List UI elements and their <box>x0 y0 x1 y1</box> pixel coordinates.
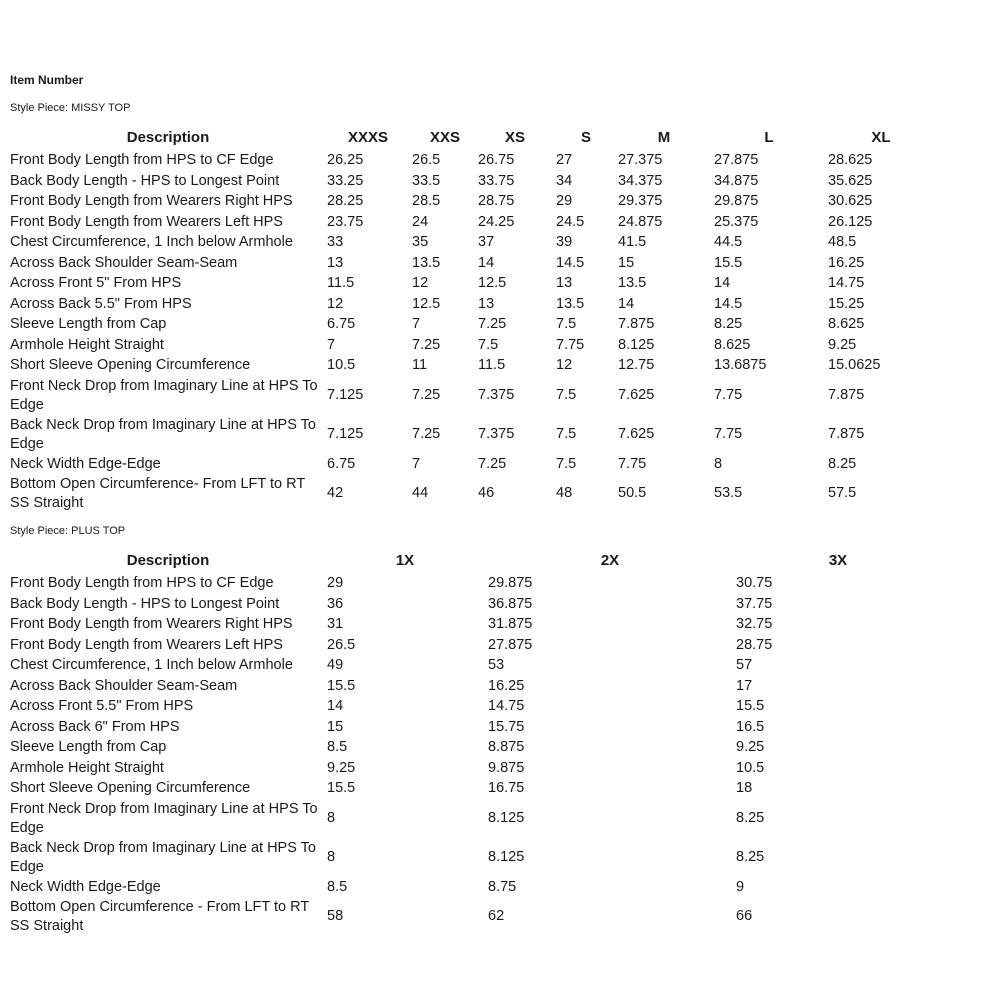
row-value: 58 <box>327 908 344 924</box>
row-value: 7 <box>412 456 421 472</box>
row-value: 15.75 <box>488 719 525 735</box>
row-value: 15.5 <box>327 780 356 796</box>
row-value: 14.5 <box>556 255 585 271</box>
row-value: 23.75 <box>327 214 364 230</box>
row-value: 15 <box>618 255 635 271</box>
row-value: 46 <box>478 485 495 501</box>
row-value: 9 <box>736 879 745 895</box>
row-value: 9.875 <box>488 760 525 776</box>
row-value: 8.125 <box>618 337 655 353</box>
row-value: 32.75 <box>736 616 773 632</box>
column-header-size: XS <box>504 129 525 146</box>
row-description: Sleeve Length from Cap <box>10 316 167 332</box>
row-description: Front Body Length from Wearers Right HPS <box>10 616 293 632</box>
row-value: 15.5 <box>736 698 765 714</box>
row-description: Armhole Height Straight <box>10 337 164 353</box>
row-value: 8.125 <box>488 849 525 865</box>
row-value: 34 <box>556 173 573 189</box>
row-value: 7.375 <box>478 387 515 403</box>
row-value: 16.5 <box>736 719 765 735</box>
row-value: 26.5 <box>412 152 441 168</box>
row-value: 14.75 <box>488 698 525 714</box>
row-value: 16.75 <box>488 780 525 796</box>
row-value: 28.75 <box>478 193 515 209</box>
row-value: 36.875 <box>488 596 533 612</box>
row-value: 7.375 <box>478 426 515 442</box>
column-header-size: 1X <box>395 552 415 569</box>
row-description: Front Neck Drop from Imaginary Line at HPS To Edge <box>10 378 318 413</box>
row-description: Back Neck Drop from Imaginary Line at HPS To Edge <box>10 840 316 875</box>
row-value: 35.625 <box>828 173 873 189</box>
row-value: 14 <box>478 255 495 271</box>
row-description: Across Back Shoulder Seam-Seam <box>10 678 238 694</box>
row-value: 29 <box>327 575 344 591</box>
row-value: 57.5 <box>828 485 857 501</box>
row-value: 49 <box>327 657 344 673</box>
row-value: 14.5 <box>714 296 743 312</box>
row-description: Chest Circumference, 1 Inch below Armhole <box>10 657 293 673</box>
row-value: 12.75 <box>618 357 655 373</box>
row-value: 15.0625 <box>828 357 881 373</box>
row-value: 66 <box>736 908 753 924</box>
row-description: Back Body Length - HPS to Longest Point <box>10 596 280 612</box>
row-description: Across Front 5" From HPS <box>10 275 182 291</box>
row-description: Sleeve Length from Cap <box>10 739 167 755</box>
row-value: 7.5 <box>556 426 577 442</box>
row-value: 12.5 <box>412 296 441 312</box>
row-value: 8 <box>327 849 336 865</box>
row-value: 14.75 <box>828 275 865 291</box>
row-value: 37.75 <box>736 596 773 612</box>
row-description: Front Body Length from HPS to CF Edge <box>10 152 274 168</box>
row-value: 7 <box>327 337 336 353</box>
column-header-size: L <box>764 129 774 146</box>
row-value: 44.5 <box>714 234 743 250</box>
style-piece-missy: Style Piece: MISSY TOP <box>10 102 131 114</box>
row-value: 8.5 <box>327 879 348 895</box>
row-value: 7.875 <box>618 316 655 332</box>
row-value: 12.5 <box>478 275 507 291</box>
row-value: 7.25 <box>478 456 507 472</box>
row-description: Across Front 5.5" From HPS <box>10 698 194 714</box>
row-value: 24.5 <box>556 214 585 230</box>
row-value: 14 <box>327 698 344 714</box>
row-value: 27.875 <box>488 637 533 653</box>
row-value: 7.75 <box>714 387 743 403</box>
row-value: 27.875 <box>714 152 759 168</box>
item-number-label: Item Number <box>10 73 84 87</box>
row-value: 39 <box>556 234 573 250</box>
row-value: 8.25 <box>828 456 857 472</box>
row-value: 8.75 <box>488 879 517 895</box>
row-value: 26.75 <box>478 152 515 168</box>
row-value: 8.625 <box>828 316 865 332</box>
row-value: 57 <box>736 657 753 673</box>
row-value: 33.25 <box>327 173 364 189</box>
row-value: 13 <box>478 296 495 312</box>
row-value: 30.625 <box>828 193 873 209</box>
row-value: 7.25 <box>412 387 441 403</box>
row-value: 9.25 <box>736 739 765 755</box>
row-value: 7.5 <box>556 316 577 332</box>
row-value: 36 <box>327 596 344 612</box>
column-header-size: 2X <box>600 552 620 569</box>
row-value: 29.375 <box>618 193 663 209</box>
row-value: 25.375 <box>714 214 759 230</box>
row-value: 15.5 <box>327 678 356 694</box>
row-value: 7.75 <box>714 426 743 442</box>
row-description: Across Back 5.5" From HPS <box>10 296 192 312</box>
row-value: 29.875 <box>714 193 759 209</box>
column-header-size: M <box>657 129 671 146</box>
row-value: 15.5 <box>714 255 743 271</box>
row-value: 44 <box>412 485 429 501</box>
column-header-description: Description <box>126 129 210 146</box>
row-value: 11.5 <box>327 275 355 291</box>
row-value: 34.375 <box>618 173 663 189</box>
row-description: Front Neck Drop from Imaginary Line at HPS To Edge <box>10 801 318 836</box>
row-value: 7.5 <box>556 387 577 403</box>
row-value: 7.75 <box>618 456 647 472</box>
row-value: 14 <box>618 296 635 312</box>
row-value: 27 <box>556 152 573 168</box>
column-header-size: 3X <box>828 552 848 569</box>
row-value: 24.25 <box>478 214 515 230</box>
row-value: 7.125 <box>327 426 364 442</box>
row-value: 7.25 <box>478 316 507 332</box>
row-value: 8.25 <box>736 810 765 826</box>
row-value: 17 <box>736 678 753 694</box>
row-value: 34.875 <box>714 173 759 189</box>
row-value: 8.625 <box>714 337 751 353</box>
row-value: 7.25 <box>412 337 441 353</box>
row-value: 29.875 <box>488 575 533 591</box>
column-header-size: XL <box>871 129 891 146</box>
row-value: 7.125 <box>327 387 364 403</box>
row-value: 41.5 <box>618 234 647 250</box>
row-value: 13.5 <box>618 275 647 291</box>
row-value: 9.25 <box>327 760 356 776</box>
row-value: 10.5 <box>327 357 356 373</box>
row-value: 37 <box>478 234 495 250</box>
row-value: 11 <box>412 357 428 373</box>
row-description: Across Back Shoulder Seam-Seam <box>10 255 238 271</box>
row-value: 16.25 <box>828 255 865 271</box>
row-description: Bottom Open Circumference - From LFT to RT SS Straight <box>10 899 309 934</box>
row-value: 62 <box>488 908 505 924</box>
row-value: 7 <box>412 316 421 332</box>
row-value: 33.5 <box>412 173 441 189</box>
row-value: 9.25 <box>828 337 857 353</box>
row-description: Back Body Length - HPS to Longest Point <box>10 173 280 189</box>
row-description: Bottom Open Circumference- From LFT to RT SS Straight <box>10 476 305 511</box>
row-value: 24.875 <box>618 214 663 230</box>
row-value: 15 <box>327 719 344 735</box>
column-header-size: XXXS <box>347 129 389 146</box>
row-description: Neck Width Edge-Edge <box>10 456 161 472</box>
row-description: Short Sleeve Opening Circumference <box>10 357 251 373</box>
row-value: 7.625 <box>618 387 655 403</box>
row-description: Across Back 6" From HPS <box>10 719 180 735</box>
row-value: 27.375 <box>618 152 663 168</box>
row-description: Chest Circumference, 1 Inch below Armhole <box>10 234 293 250</box>
row-value: 7.875 <box>828 387 865 403</box>
row-description: Armhole Height Straight <box>10 760 164 776</box>
row-value: 31 <box>327 616 344 632</box>
row-description: Front Body Length from Wearers Left HPS <box>10 214 283 230</box>
row-value: 28.625 <box>828 152 873 168</box>
row-description: Short Sleeve Opening Circumference <box>10 780 251 796</box>
row-value: 13.5 <box>556 296 585 312</box>
row-value: 12 <box>327 296 344 312</box>
row-value: 10.5 <box>736 760 765 776</box>
row-value: 53 <box>488 657 505 673</box>
row-value: 16.25 <box>488 678 525 694</box>
style-piece-plus: Style Piece: PLUS TOP <box>10 525 126 537</box>
row-value: 29 <box>556 193 573 209</box>
row-value: 7.25 <box>412 426 441 442</box>
row-value: 48.5 <box>828 234 857 250</box>
row-value: 35 <box>412 234 429 250</box>
row-value: 15.25 <box>828 296 865 312</box>
row-value: 28.5 <box>412 193 441 209</box>
row-description: Front Body Length from Wearers Left HPS <box>10 637 283 653</box>
row-value: 7.75 <box>556 337 585 353</box>
row-value: 13.5 <box>412 255 441 271</box>
row-value: 12 <box>412 275 429 291</box>
row-value: 26.25 <box>327 152 364 168</box>
row-value: 53.5 <box>714 485 743 501</box>
row-description: Front Body Length from HPS to CF Edge <box>10 575 274 591</box>
row-value: 8 <box>714 456 723 472</box>
row-value: 42 <box>327 485 344 501</box>
row-value: 18 <box>736 780 753 796</box>
row-value: 6.75 <box>327 456 356 472</box>
row-description: Back Neck Drop from Imaginary Line at HPS To Edge <box>10 417 316 452</box>
row-value: 30.75 <box>736 575 773 591</box>
row-value: 13 <box>327 255 344 271</box>
row-value: 8.125 <box>488 810 525 826</box>
row-value: 33 <box>327 234 344 250</box>
row-value: 8.25 <box>714 316 743 332</box>
row-value: 7.5 <box>478 337 499 353</box>
row-value: 12 <box>556 357 573 373</box>
row-value: 8.5 <box>327 739 348 755</box>
row-value: 48 <box>556 485 573 501</box>
row-value: 6.75 <box>327 316 356 332</box>
row-value: 50.5 <box>618 485 647 501</box>
row-value: 7.625 <box>618 426 655 442</box>
column-header-size: S <box>580 129 591 146</box>
row-value: 8.875 <box>488 739 525 755</box>
row-value: 28.75 <box>736 637 773 653</box>
row-value: 13.6875 <box>714 357 767 373</box>
row-value: 26.125 <box>828 214 873 230</box>
row-value: 24 <box>412 214 429 230</box>
row-value: 11.5 <box>478 357 506 373</box>
row-value: 33.75 <box>478 173 515 189</box>
row-value: 7.5 <box>556 456 577 472</box>
row-value: 8 <box>327 810 336 826</box>
row-value: 7.875 <box>828 426 865 442</box>
column-header-size: XXS <box>429 129 460 146</box>
row-value: 8.25 <box>736 849 765 865</box>
row-description: Front Body Length from Wearers Right HPS <box>10 193 293 209</box>
column-header-description: Description <box>126 552 210 569</box>
row-value: 14 <box>714 275 731 291</box>
row-value: 13 <box>556 275 573 291</box>
row-value: 31.875 <box>488 616 533 632</box>
row-value: 26.5 <box>327 637 356 653</box>
row-description: Neck Width Edge-Edge <box>10 879 161 895</box>
row-value: 28.25 <box>327 193 364 209</box>
